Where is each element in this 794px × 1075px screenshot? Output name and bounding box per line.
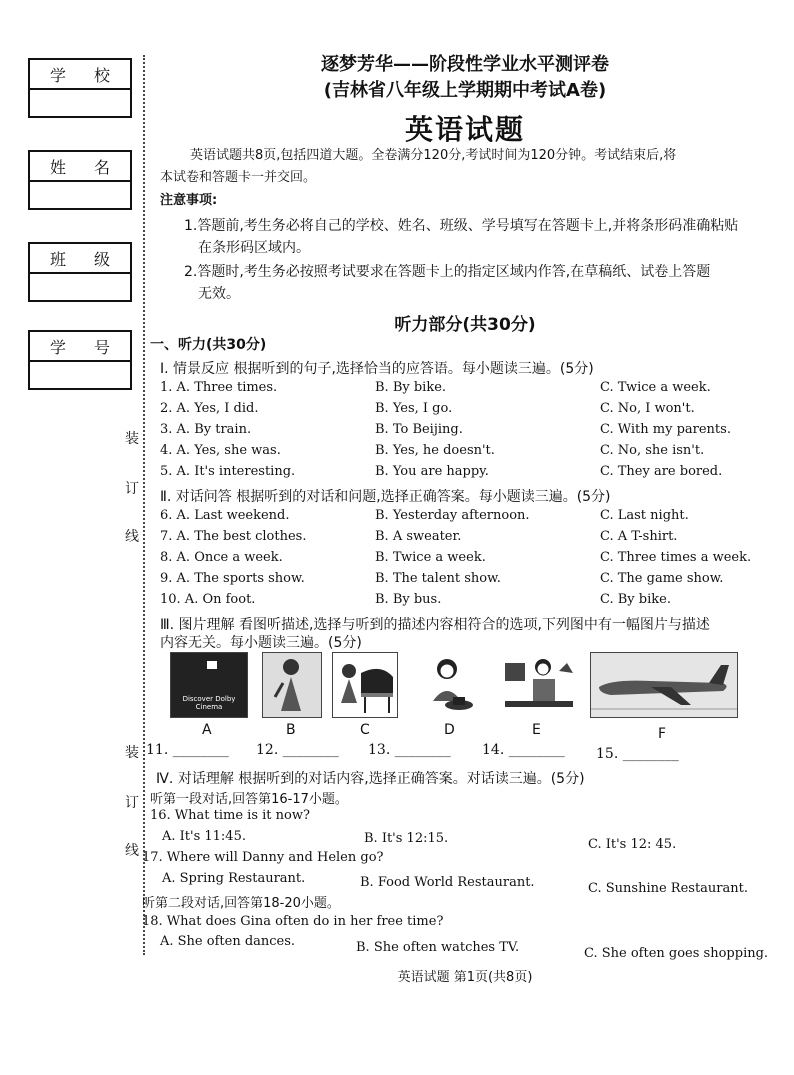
answer-blank[interactable]: 12. ________ bbox=[256, 742, 339, 758]
option-a[interactable]: A. She often dances. bbox=[160, 934, 296, 949]
label-char: 校 bbox=[93, 65, 110, 85]
binding-mark: 订 bbox=[125, 481, 139, 497]
option-c[interactable]: C. She often goes shopping. bbox=[584, 946, 769, 961]
picture-e-computer bbox=[500, 652, 578, 718]
girl-singing-icon bbox=[263, 653, 321, 717]
option-b[interactable]: B. It's 12:15. bbox=[364, 831, 449, 846]
picture-label: F bbox=[658, 726, 667, 742]
option-b[interactable]: B. Yesterday afternoon. bbox=[375, 508, 530, 523]
label-char: 学 bbox=[50, 65, 67, 85]
girl-phone-icon bbox=[419, 653, 483, 717]
option-b[interactable]: B. A sweater. bbox=[375, 529, 462, 544]
section-title-cont: 内容无关。每小题读三遍。(5分) bbox=[160, 635, 362, 651]
exam-page bbox=[142, 0, 780, 1075]
class-field[interactable] bbox=[30, 274, 130, 300]
option-c[interactable]: C. It's 12: 45. bbox=[588, 837, 677, 852]
picture-caption: Discover Dolby Cinema bbox=[182, 695, 236, 711]
student-id-box bbox=[28, 330, 132, 390]
class-box bbox=[28, 242, 132, 302]
cinema-logo-icon bbox=[207, 661, 217, 669]
label-char: 学 bbox=[50, 337, 67, 357]
exam-subtitle: (吉林省八年级上学期期中考试A卷) bbox=[323, 80, 607, 101]
option-c[interactable]: C. Twice a week. bbox=[600, 380, 711, 395]
picture-c-piano bbox=[332, 652, 398, 718]
picture-label: E bbox=[532, 722, 541, 738]
question-text: 17. Where will Danny and Helen go? bbox=[142, 850, 384, 865]
option-a[interactable]: 8. A. Once a week. bbox=[160, 550, 283, 565]
question-row bbox=[160, 529, 780, 549]
option-a[interactable]: 6. A. Last weekend. bbox=[160, 508, 290, 523]
binding-mark: 线 bbox=[125, 843, 139, 859]
question-row bbox=[160, 422, 780, 442]
label-char: 级 bbox=[93, 249, 110, 269]
section-title: Ⅳ. 对话理解 根据听到的对话内容,选择正确答案。对话读三遍。(5分) bbox=[156, 771, 585, 787]
intro-line: 本试卷和答题卡一并交回。 bbox=[160, 170, 317, 185]
school-box bbox=[28, 58, 132, 118]
label-char: 号 bbox=[93, 337, 110, 357]
option-b[interactable]: B. Yes, I go. bbox=[375, 401, 453, 416]
section-title: Ⅲ. 图片理解 看图听描述,选择与听到的描述内容相符合的选项,下列图中有一幅图片与描述 bbox=[160, 617, 710, 633]
section-title: Ⅱ. 对话问答 根据听到的对话和问题,选择正确答案。每小题读三遍。(5分) bbox=[160, 489, 611, 505]
binding-mark: 订 bbox=[125, 795, 139, 811]
note-line: 1.答题前,考生务必将自己的学校、姓名、班级、学号填写在答题卡上,并将条形码准确粘贴 bbox=[184, 218, 739, 234]
question-row bbox=[160, 550, 780, 570]
page-footer: 英语试题 第1页(共8页) bbox=[397, 970, 533, 985]
option-b[interactable]: B. To Beijing. bbox=[375, 422, 463, 437]
option-a[interactable]: 2. A. Yes, I did. bbox=[160, 401, 259, 416]
listening-section-title: 听力部分(共30分) bbox=[394, 315, 536, 335]
option-a[interactable]: A. It's 11:45. bbox=[162, 829, 246, 844]
option-a[interactable]: 9. A. The sports show. bbox=[160, 571, 305, 586]
picture-label: B bbox=[286, 722, 296, 738]
option-b[interactable]: B. Food World Restaurant. bbox=[360, 875, 535, 890]
option-c[interactable]: C. No, she isn't. bbox=[600, 443, 705, 458]
name-field[interactable] bbox=[30, 182, 130, 208]
option-c[interactable]: C. They are bored. bbox=[600, 464, 723, 479]
picture-f-airplane bbox=[590, 652, 738, 718]
sidebar bbox=[0, 0, 150, 1075]
option-a[interactable]: 1. A. Three times. bbox=[160, 380, 278, 395]
option-a[interactable]: 5. A. It's interesting. bbox=[160, 464, 296, 479]
picture-label: C bbox=[360, 722, 370, 738]
boy-computer-icon bbox=[501, 653, 577, 717]
option-c[interactable]: C. Three times a week. bbox=[600, 550, 752, 565]
picture-a-cinema bbox=[170, 652, 248, 718]
answer-blank[interactable]: 14. ________ bbox=[482, 742, 565, 758]
option-c[interactable]: C. No, I won't. bbox=[600, 401, 695, 416]
airplane-icon bbox=[591, 653, 737, 717]
intro-line: 英语试题共8页,包括四道大题。全卷满分120分,考试时间为120分钟。考试结束后,将 bbox=[190, 148, 677, 163]
question-row bbox=[160, 443, 780, 463]
name-label bbox=[30, 152, 130, 182]
notes-title: 注意事项: bbox=[160, 193, 218, 208]
option-a[interactable]: 10. A. On foot. bbox=[160, 592, 256, 607]
question-row bbox=[160, 592, 780, 612]
answer-blank[interactable]: 11. ________ bbox=[146, 742, 229, 758]
student-id-field[interactable] bbox=[30, 362, 130, 388]
part-title: 一、听力(共30分) bbox=[150, 337, 267, 353]
option-a[interactable]: 4. A. Yes, she was. bbox=[160, 443, 281, 458]
answer-blanks bbox=[146, 742, 780, 764]
option-a[interactable]: 3. A. By train. bbox=[160, 422, 252, 437]
label-char: 班 bbox=[50, 249, 67, 269]
school-field[interactable] bbox=[30, 90, 130, 116]
question-row bbox=[160, 401, 780, 421]
class-label bbox=[30, 244, 130, 274]
question-row bbox=[160, 464, 780, 484]
school-label bbox=[30, 60, 130, 90]
note-line: 在条形码区域内。 bbox=[198, 240, 310, 256]
picture-row bbox=[170, 652, 770, 742]
question-row bbox=[160, 508, 780, 528]
question-row bbox=[160, 571, 780, 591]
label-char: 姓 bbox=[50, 157, 67, 177]
option-b[interactable]: B. She often watches TV. bbox=[356, 940, 520, 955]
student-id-label bbox=[30, 332, 130, 362]
option-b[interactable]: B. By bike. bbox=[375, 380, 447, 395]
page-title: 英语试题 bbox=[404, 113, 525, 146]
option-b[interactable]: B. Twice a week. bbox=[375, 550, 486, 565]
option-b[interactable]: B. Yes, he doesn't. bbox=[375, 443, 495, 458]
question-row bbox=[160, 380, 780, 400]
exam-series-title: 逐梦芳华——阶段性学业水平测评卷 bbox=[321, 54, 609, 75]
option-c[interactable]: C. Last night. bbox=[600, 508, 689, 523]
picture-d-phone bbox=[418, 652, 484, 718]
picture-label: D bbox=[444, 722, 455, 738]
option-c[interactable]: C. With my parents. bbox=[600, 422, 731, 437]
dialog-instruction: 听第一段对话,回答第16-17小题。 bbox=[150, 792, 348, 807]
option-c[interactable]: C. Sunshine Restaurant. bbox=[588, 881, 748, 896]
option-b[interactable]: B. By bus. bbox=[375, 592, 442, 607]
question-text: 18. What does Gina often do in her free time? bbox=[142, 914, 444, 929]
note-line: 无效。 bbox=[198, 286, 240, 302]
option-c[interactable]: C. By bike. bbox=[600, 592, 671, 607]
note-line: 2.答题时,考生务必按照考试要求在答题卡上的指定区域内作答,在草稿纸、试卷上答题 bbox=[184, 264, 711, 280]
name-box bbox=[28, 150, 132, 210]
label-char: 名 bbox=[93, 157, 110, 177]
option-a[interactable]: A. Spring Restaurant. bbox=[162, 871, 306, 886]
dialog-instruction: 听第二段对话,回答第18-20小题。 bbox=[142, 896, 340, 911]
question-text: 16. What time is it now? bbox=[150, 808, 310, 823]
option-a[interactable]: 7. A. The best clothes. bbox=[160, 529, 307, 544]
picture-label: A bbox=[202, 722, 212, 738]
option-c[interactable]: C. The game show. bbox=[600, 571, 724, 586]
answer-blank[interactable]: 13. ________ bbox=[368, 742, 451, 758]
option-b[interactable]: B. The talent show. bbox=[375, 571, 501, 586]
binding-mark: 装 bbox=[125, 431, 139, 447]
option-c[interactable]: C. A T-shirt. bbox=[600, 529, 678, 544]
piano-icon bbox=[333, 653, 397, 717]
binding-mark: 装 bbox=[125, 745, 139, 761]
binding-mark: 线 bbox=[125, 529, 139, 545]
answer-blank[interactable]: 15. ________ bbox=[596, 746, 679, 762]
binding-line bbox=[143, 55, 145, 955]
picture-b-singing bbox=[262, 652, 322, 718]
section-title: Ⅰ. 情景反应 根据听到的句子,选择恰当的应答语。每小题读三遍。(5分) bbox=[160, 361, 594, 377]
option-b[interactable]: B. You are happy. bbox=[375, 464, 489, 479]
